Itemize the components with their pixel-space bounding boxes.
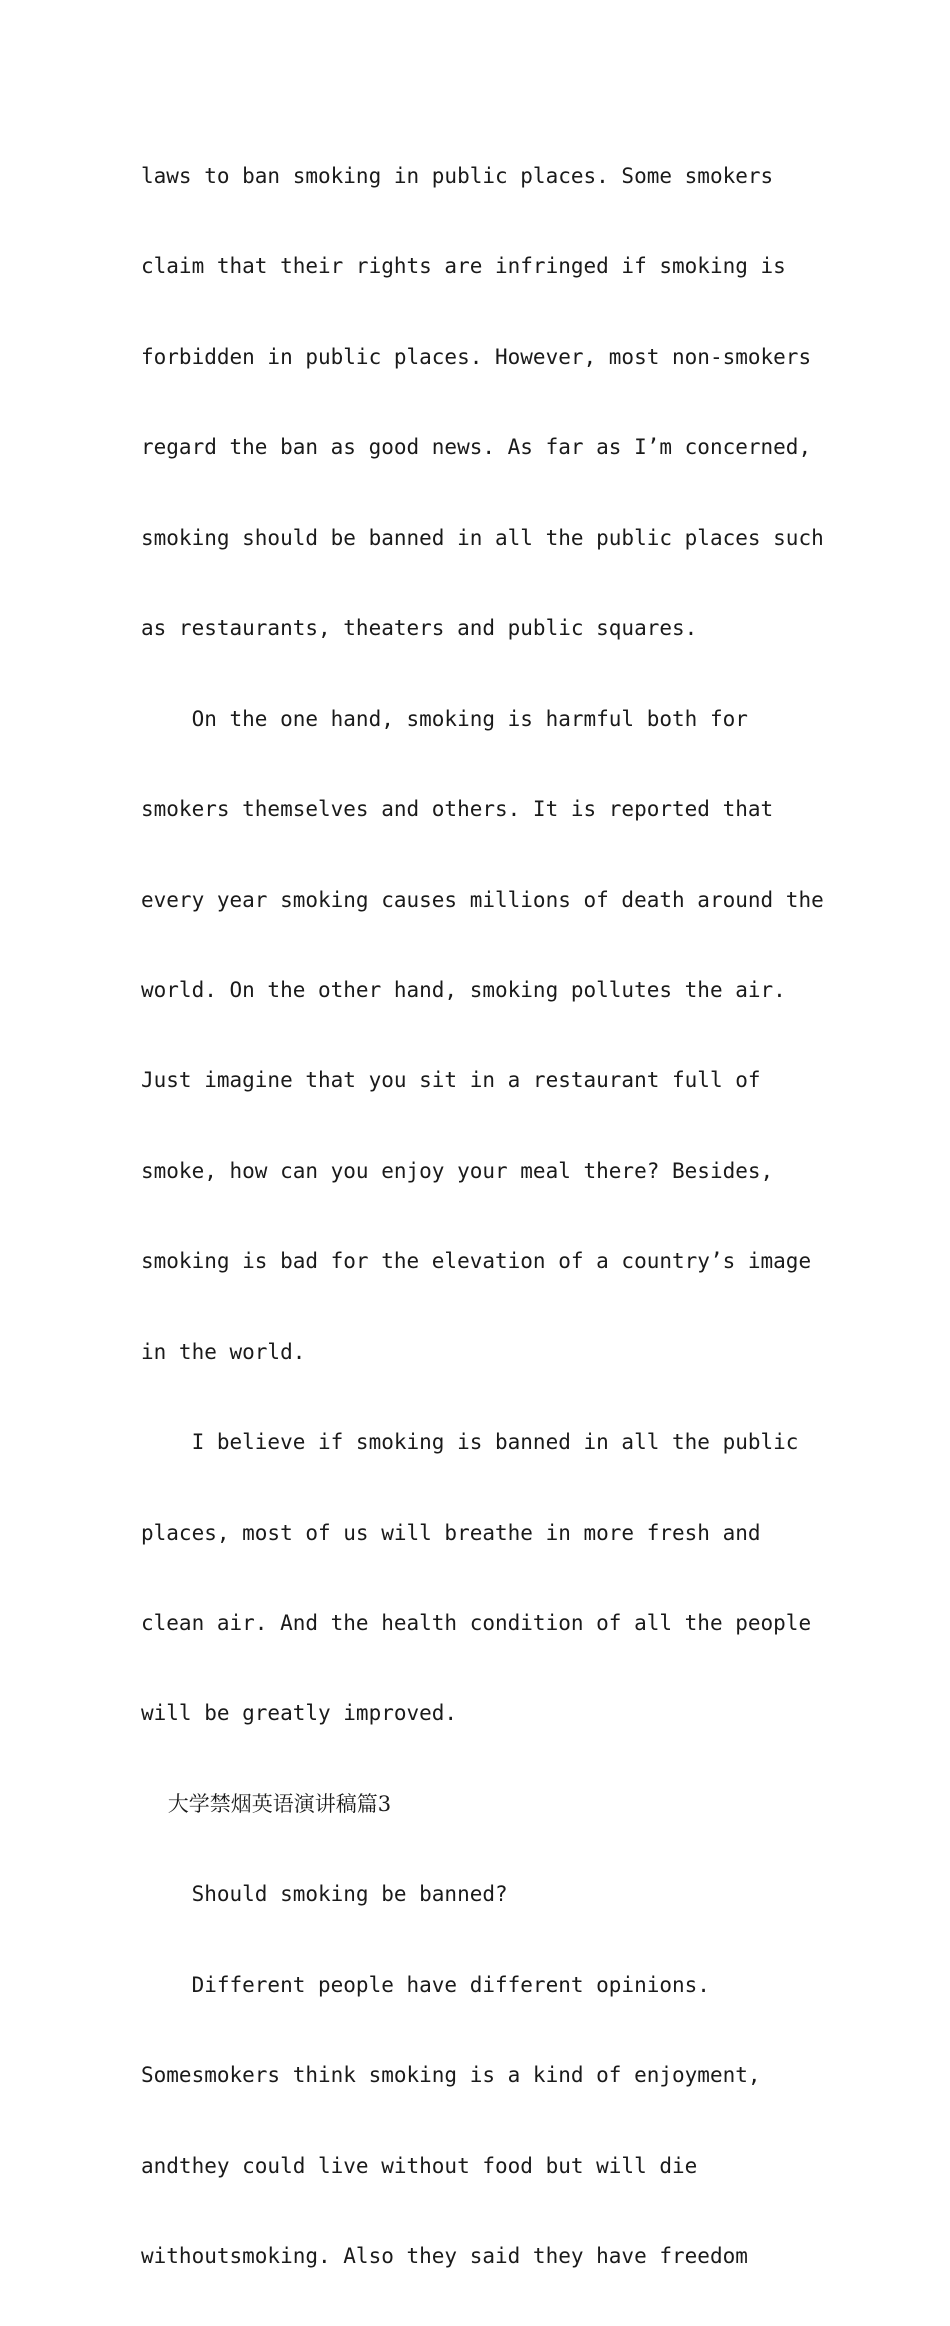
text-line: Somesmokers think smoking is a kind of enjoyment,: [141, 2063, 761, 2088]
text-line: laws to ban smoking in public places. Some smokers: [141, 164, 774, 188]
text-line: smoking should be banned in all the public places such: [141, 525, 824, 550]
paragraph-start-line: Different people have different opinions.: [141, 1972, 710, 1997]
text-line: in the world.: [141, 1339, 306, 1364]
essay-text: [141, 107, 824, 2326]
text-line: places, most of us will breathe in more fresh and: [141, 1520, 761, 1545]
text-line: regard the ban as good news. As far as I’m concerned,: [141, 435, 812, 460]
text-line: as restaurants, theaters and public squares.: [141, 616, 698, 641]
text-line: withoutsmoking. Also they said they have freedom: [141, 2244, 748, 2269]
paragraph-start-line: On the one hand, smoking is harmful both for: [141, 706, 748, 731]
text-line: andthey could live without food but will die: [141, 2153, 698, 2178]
text-line: world. On the other hand, smoking pollutes the air.: [141, 977, 786, 1002]
text-line: clean air. And the health condition of all the people: [141, 1611, 812, 1635]
text-line: smokers themselves and others. It is reported that: [141, 797, 774, 822]
text-line: smoke, how can you enjoy your meal there? Besides,: [141, 1158, 774, 1183]
paragraph-start-line: I believe if smoking is banned in all the public: [141, 1430, 799, 1455]
text-line: every year smoking causes millions of death around the: [141, 887, 824, 912]
text-line: will be greatly improved.: [141, 1701, 458, 1726]
text-line: Just imagine that you sit in a restaurant full of: [141, 1068, 761, 1093]
section-heading: 大学禁烟英语演讲稿篇3: [141, 1791, 392, 1816]
text-line: forbidden in public places. However, most non-smokers: [141, 344, 812, 369]
text-line: smoking is bad for the elevation of a country’s image: [141, 1249, 812, 1274]
paragraph-start-line: Should smoking be banned?: [141, 1882, 508, 1907]
text-line: claim that their rights are infringed if smoking is: [141, 254, 786, 279]
